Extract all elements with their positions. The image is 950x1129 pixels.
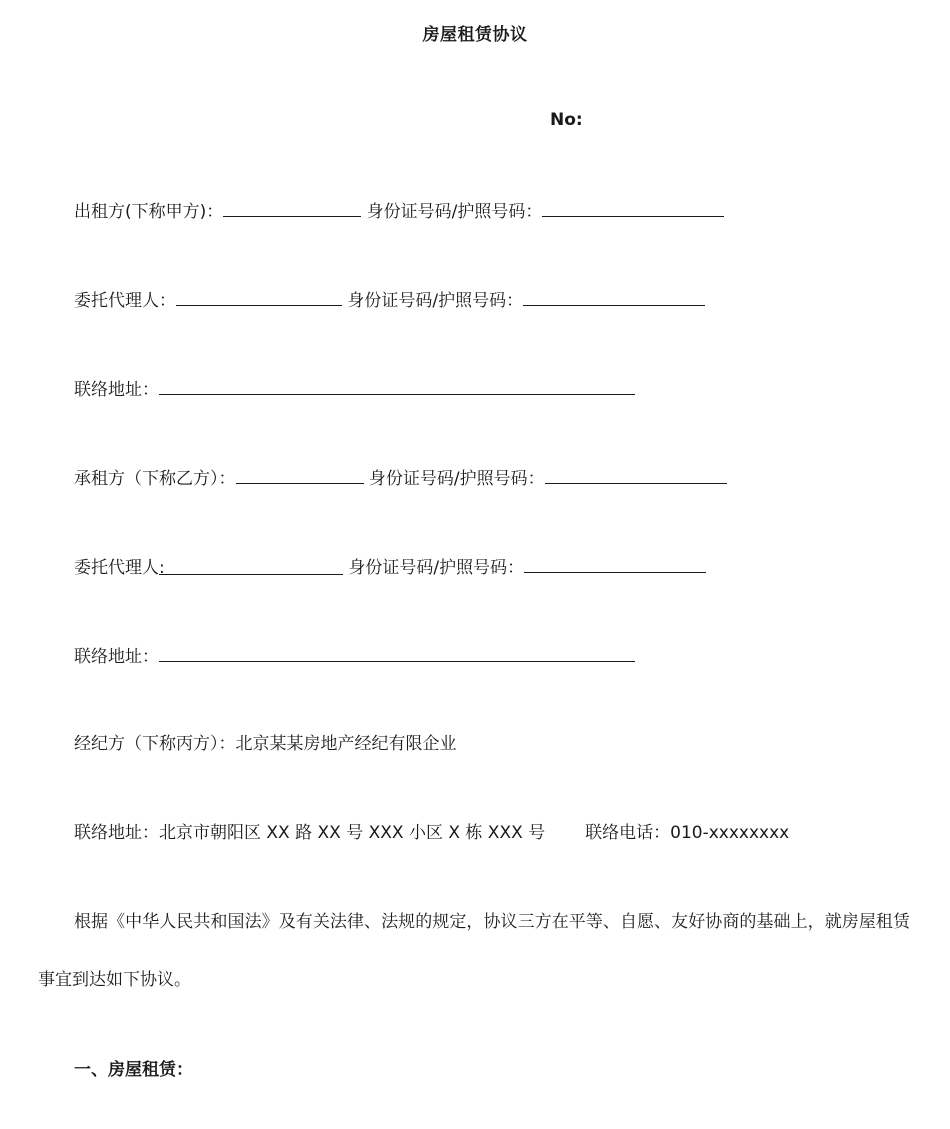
lessor-address-field[interactable] — [159, 376, 635, 395]
broker-phone: 010-xxxxxxxx — [670, 823, 790, 843]
lessee-name-field[interactable] — [236, 465, 364, 484]
lessor-agent-label: 委托代理人： — [74, 291, 176, 311]
lessee-address-label: 联络地址： — [74, 647, 159, 667]
lessor-agent-name-field[interactable] — [176, 287, 342, 306]
lessee-agent-colon: : — [159, 558, 165, 578]
broker-address-label: 联络地址： — [74, 823, 159, 843]
lessor-address-row — [74, 376, 635, 402]
lessee-id-field[interactable] — [545, 465, 727, 484]
lessee-row — [74, 465, 727, 491]
broker-contact-row — [74, 821, 789, 845]
lessor-label: 出租方(下称甲方)： — [74, 202, 224, 222]
lessee-agent-row — [74, 554, 706, 580]
broker-address: 北京市朝阳区 XX 路 XX 号 XXX 小区 X 栋 XXX 号 — [159, 823, 546, 843]
lessee-id-label: 身份证号码/护照号码： — [368, 469, 545, 489]
broker-label: 经纪方（下称丙方）： — [74, 734, 236, 754]
document-number-label: No: — [550, 110, 583, 130]
lessor-row — [74, 198, 724, 224]
lessor-name-field[interactable] — [223, 198, 361, 217]
lessee-address-field[interactable] — [159, 643, 635, 662]
lessee-agent-id-label: 身份证号码/护照号码： — [348, 558, 525, 578]
lessor-agent-id-field[interactable] — [523, 287, 705, 306]
lessor-address-label: 联络地址： — [74, 380, 159, 400]
lessee-agent-label: 委托代理人 — [74, 558, 159, 578]
lessor-agent-id-label: 身份证号码/护照号码： — [347, 291, 524, 311]
document-title: 房屋租赁协议 — [422, 25, 528, 45]
section-heading: 一、房屋租赁： — [74, 1060, 193, 1080]
lessee-label: 承租方（下称乙方）： — [74, 469, 236, 489]
broker-phone-label: 联络电话： — [585, 823, 671, 843]
lessor-agent-row — [74, 287, 705, 313]
preamble-paragraph: 根据《中华人民共和国法》及有关法律、法规的规定，协议三方在平等、自愿、友好协商的基础上，就房屋租赁事宜到达如下协议。 — [38, 912, 910, 990]
lessee-address-row — [74, 643, 635, 669]
lessor-id-field[interactable] — [542, 198, 724, 217]
broker-name: 北京某某房地产经纪有限企业 — [235, 734, 457, 754]
lessor-id-label: 身份证号码/护照号码： — [366, 202, 543, 222]
lessee-agent-id-field[interactable] — [524, 554, 706, 573]
broker-row — [74, 732, 457, 756]
lessee-agent-name-field[interactable] — [159, 556, 343, 578]
